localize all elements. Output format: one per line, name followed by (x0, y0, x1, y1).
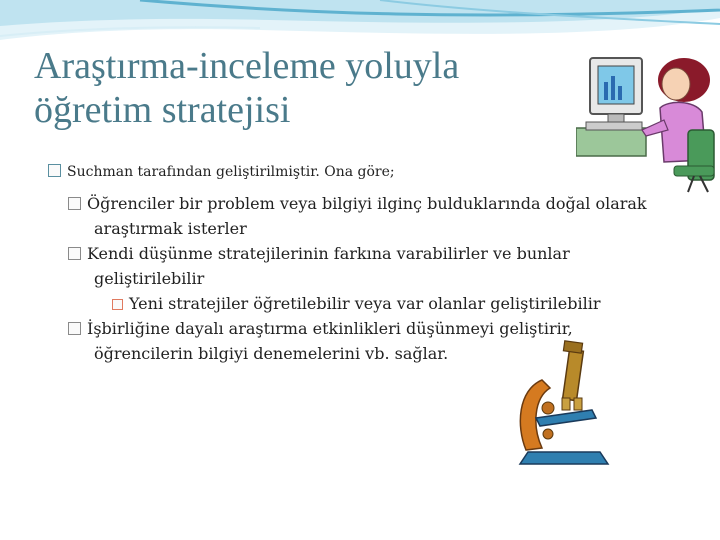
bullet-text: Suchman tarafından geliştirilmiştir. Ona göre; (67, 164, 395, 180)
bullet-text: Kendi düşünme stratejilerinin farkına varabilirler ve bunlar geliştirilebilir (87, 244, 570, 288)
bullet-marker-icon (68, 322, 81, 335)
bullet-level2 (48, 241, 648, 291)
microscope-icon (508, 340, 620, 470)
bullet-text: Yeni stratejiler öğretilebilir veya var olanlar geliştirilebilir (129, 294, 601, 313)
bullet-level1 (48, 160, 648, 185)
bullet-level2 (48, 191, 648, 241)
title-line-1: Araştırma-inceleme yoluyla (34, 45, 460, 87)
bullet-marker-icon (48, 164, 61, 177)
bullet-level3 (48, 291, 648, 316)
bullet-text: İşbirliğine dayalı araştırma etkinlikleri düşünmeyi geliştirir, öğrencilerin bilgiyi denemelerini vb. sağlar. (87, 319, 573, 363)
bullet-list (48, 160, 648, 366)
bullet-marker-icon (112, 299, 123, 310)
bullet-marker-icon (68, 247, 81, 260)
bullet-marker-icon (68, 197, 81, 210)
bullet-text: Öğrenciler bir problem veya bilgiyi ilginç bulduklarında doğal olarak araştırmak isterler (87, 194, 647, 238)
slide-title (34, 44, 574, 132)
title-line-2: öğretim stratejisi (34, 89, 291, 131)
